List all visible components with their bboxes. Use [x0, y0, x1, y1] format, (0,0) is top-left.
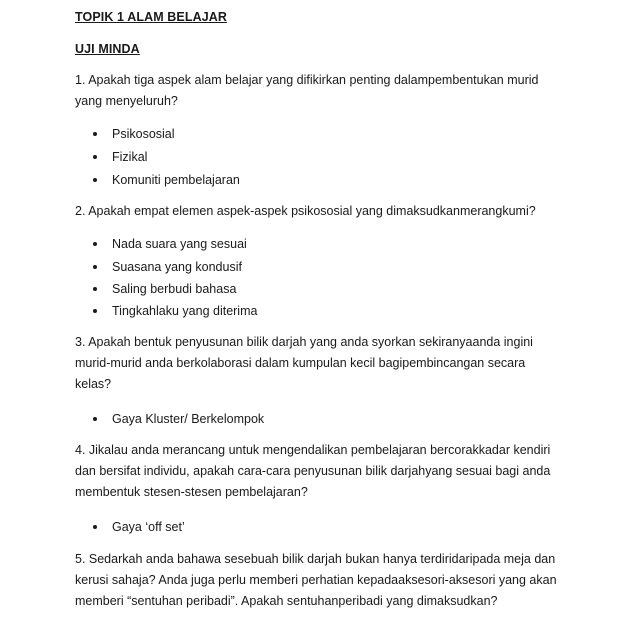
answer-item: Tingkahlaku yang diterima — [93, 302, 257, 320]
answer-item: Saling berbudi bahasa — [93, 280, 236, 298]
bullet-icon — [93, 417, 97, 421]
question-line: 5. Sedarkah anda bahawa sesebuah bilik darjah bukan hanya terdiridaripada meja dan — [75, 552, 556, 566]
question-line: 3. Apakah bentuk penyusunan bilik darjah yang anda syorkan sekiranyaanda ingini — [75, 335, 533, 349]
bullet-icon — [93, 242, 97, 246]
question-2 — [75, 201, 575, 222]
question-line: 4. Jikalau anda merancang untuk mengendalikan pembelajaran bercorakkadar kendiri — [75, 443, 551, 457]
section-heading: UJI MINDA — [75, 42, 140, 56]
document-title: TOPIK 1 ALAM BELAJAR — [75, 10, 228, 24]
answer-item: Psikososial — [93, 125, 175, 143]
question-line: kerusi sahaja? Anda juga perlu memberi perhatian kepadaaksesori-aksesori yang akan — [75, 573, 557, 587]
answer-item: Nada suara yang sesuai — [93, 235, 247, 253]
question-line: 1. Apakah tiga aspek alam belajar yang difikirkan penting dalampembentukan murid — [75, 73, 539, 87]
bullet-icon — [93, 309, 97, 313]
answer-item: Komuniti pembelajaran — [93, 171, 240, 189]
bullet-icon — [93, 178, 97, 182]
question-line: 2. Apakah empat elemen aspek-aspek psikososial yang dimaksudkanmerangkumi? — [75, 204, 536, 218]
question-4 — [75, 440, 575, 503]
bullet-icon — [93, 132, 97, 136]
bullet-icon — [93, 265, 97, 269]
question-line: yang menyeluruh? — [75, 94, 178, 108]
bullet-icon — [93, 525, 97, 529]
bullet-icon — [93, 287, 97, 291]
question-line: membentuk stesen-stesen pembelajaran? — [75, 485, 308, 499]
question-line: murid-murid anda berkolaborasi dalam kumpulan kecil bagipembincangan secara — [75, 356, 526, 370]
question-5 — [75, 549, 575, 612]
answer-item: Gaya ‘off set’ — [93, 518, 185, 536]
question-3 — [75, 332, 575, 395]
question-line: kelas? — [75, 377, 112, 391]
question-line: memberi “sentuhan peribadi”. Apakah sentuhanperibadi yang dimaksudkan? — [75, 594, 498, 608]
answer-item: Suasana yang kondusif — [93, 258, 242, 276]
answer-item: Fizikal — [93, 148, 147, 166]
answer-item: Gaya Kluster/ Berkelompok — [93, 410, 264, 428]
question-line: dan bersifat individu, apakah cara-cara penyusunan bilik darjahyang sesuai bagi anda — [75, 464, 551, 478]
bullet-icon — [93, 155, 97, 159]
question-1 — [75, 70, 575, 112]
